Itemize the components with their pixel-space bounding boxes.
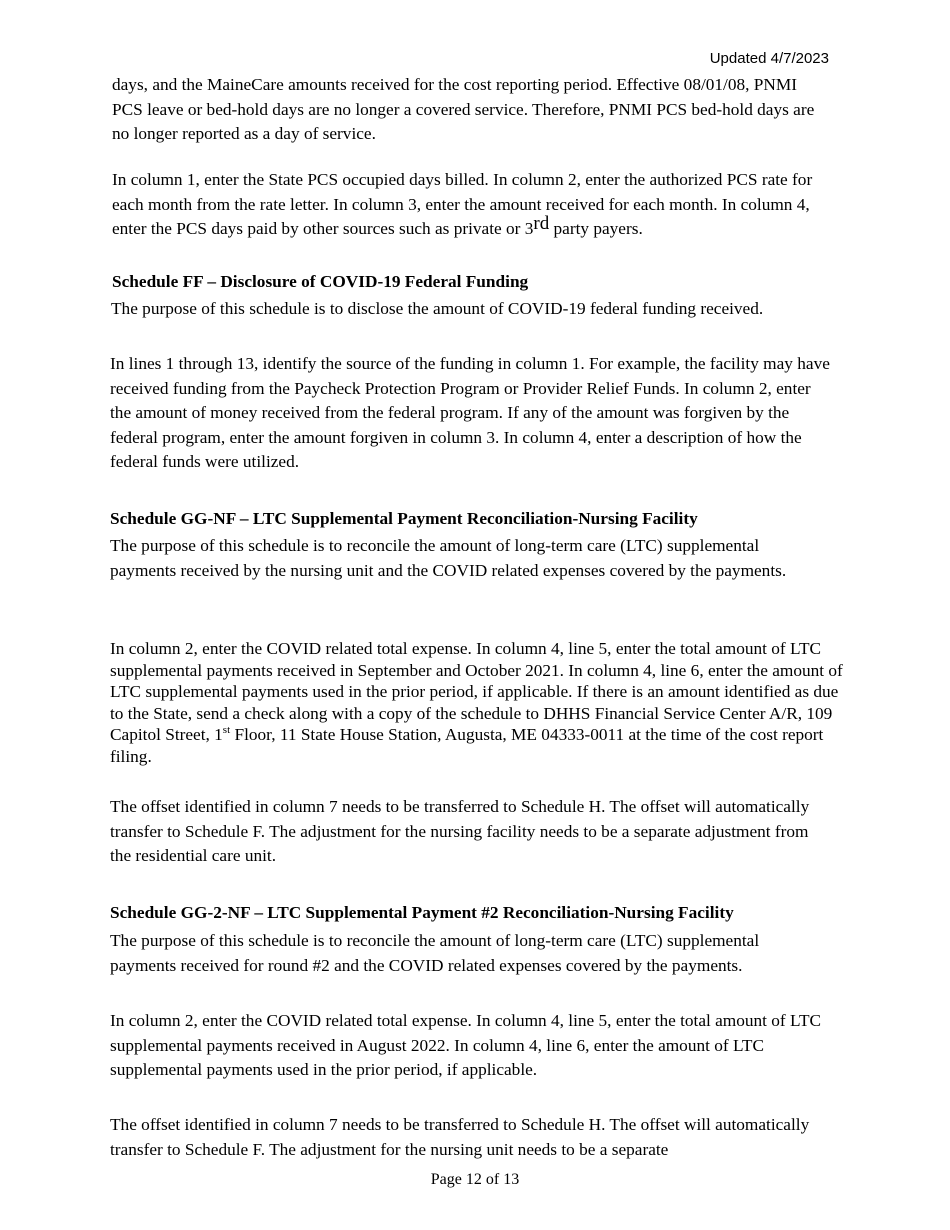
schedule-gg-nf-purpose: The purpose of this schedule is to reconcile the amount of long-term care (LTC) supplemental payments received by the nursing unit and the COVID related expenses covered by the payments. bbox=[110, 536, 787, 580]
pcs-text-after: party payers. bbox=[549, 219, 643, 238]
gg-nf-text-after: Floor, 11 State House Station, Augusta, ME 04333-0011 at the time of the cost report filing. bbox=[110, 725, 824, 766]
schedule-gg2-nf-purpose: The purpose of this schedule is to reconcile the amount of long-term care (LTC) supplemental payments received for round #2 and the COVID related expenses covered by the payments. bbox=[110, 931, 760, 975]
pcs-text-before: In column 1, enter the State PCS occupied days billed. In column 2, enter the authorized PCS rate for each month from the rate letter. In column 3, enter the amount received for each month. In column 4, enter the PCS days paid by other sources such as private or 3 bbox=[112, 170, 813, 238]
schedule-gg-nf-instructions bbox=[110, 638, 852, 767]
ordinal-suffix: rd bbox=[533, 213, 550, 234]
schedule-ff-instructions: In lines 1 through 13, identify the source of the funding in column 1. For example, the facility may have received funding from the Paycheck Protection Program or Provider Relief Funds. In column 2, enter the amount of money received from the federal program. If any of the amount was forgiven by the federal program, enter the amount forgiven in column 3. In column 4, enter a description of how the federal funds were utilized. bbox=[110, 354, 830, 471]
updated-date: Updated 4/7/2023 bbox=[709, 50, 829, 67]
ordinal-suffix: st bbox=[222, 724, 231, 736]
schedule-gg-nf-heading: Schedule GG-NF – LTC Supplemental Payment Reconciliation-Nursing Facility bbox=[110, 509, 698, 528]
schedule-gg2-nf-heading: Schedule GG-2-NF – LTC Supplemental Payment #2 Reconciliation-Nursing Facility bbox=[110, 903, 734, 922]
intro-paragraph: days, and the MaineCare amounts received for the cost reporting period. Effective 08/01/08, PNMI PCS leave or bed-hold days are no longer a covered service. Therefore, PNMI PCS bed-hold days are no longer reported as a day of service. bbox=[112, 75, 815, 143]
gg-nf-text-before: In column 2, enter the COVID related total expense. In column 4, line 5, enter the total amount of LTC supplemental payments received in September and October 2021. In column 4, line 6, enter the amount of LTC supplemental payments used in the prior period, if applicable. If there is an amount identified as due to the State, send a check along with a copy of the schedule to DHHS Financial Service Center A/R, 109 Capitol Street, 1 bbox=[110, 639, 843, 744]
page-number: Page 12 of 13 bbox=[430, 1171, 520, 1188]
schedule-gg2-nf-instructions: In column 2, enter the COVID related total expense. In column 4, line 5, enter the total amount of LTC supplemental payments received in August 2022. In column 4, line 6, enter the amount of LTC supplemental payments used in the prior period, if applicable. bbox=[110, 1011, 822, 1079]
pcs-columns-paragraph bbox=[112, 168, 824, 242]
schedule-ff-heading: Schedule FF – Disclosure of COVID-19 Federal Funding bbox=[112, 272, 529, 291]
schedule-gg-nf-offset: The offset identified in column 7 needs to be transferred to Schedule H. The offset will automatically transfer to Schedule F. The adjustment for the nursing facility needs to be a separate adjustment from the residential care unit. bbox=[110, 797, 810, 865]
schedule-gg2-nf-offset: The offset identified in column 7 needs to be transferred to Schedule H. The offset will automatically transfer to Schedule F. The adjustment for the nursing unit needs to be a separate bbox=[110, 1115, 810, 1159]
schedule-ff-purpose: The purpose of this schedule is to disclose the amount of COVID-19 federal funding received. bbox=[111, 299, 764, 318]
